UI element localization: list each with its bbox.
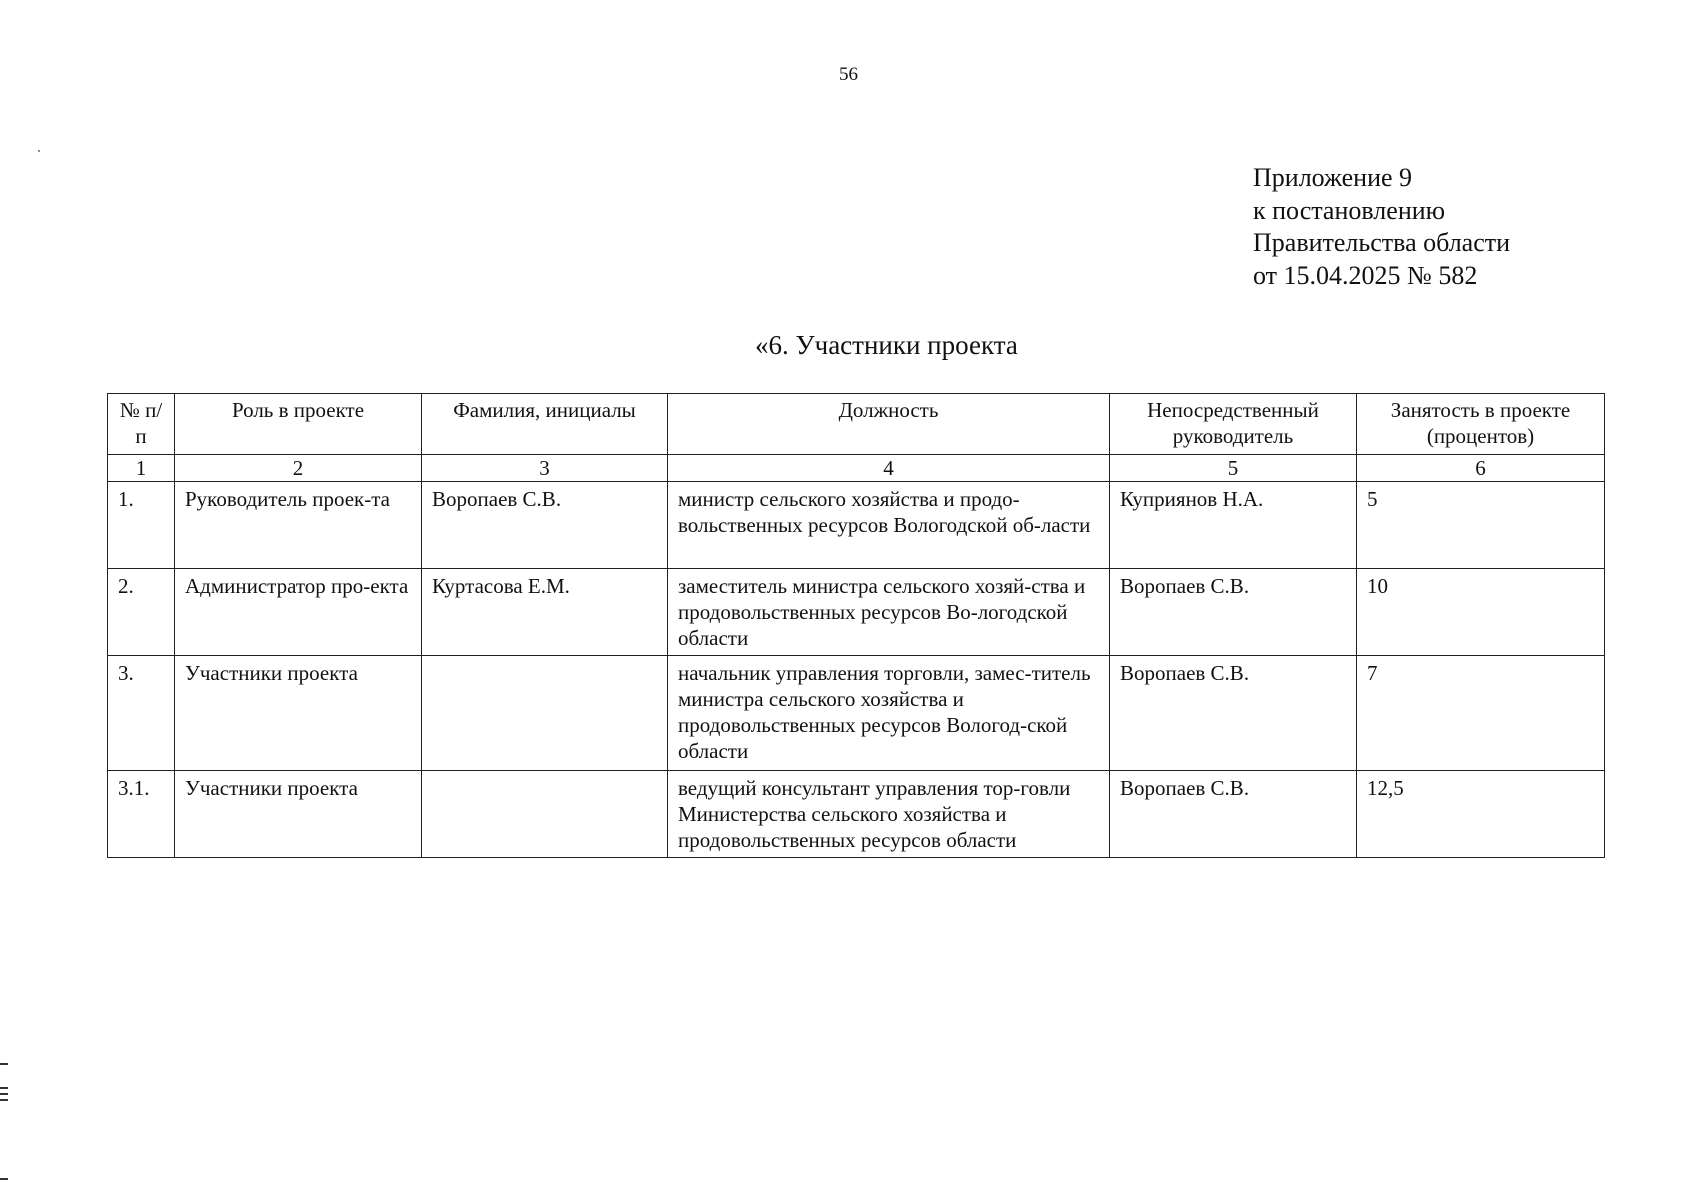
supervisor-cell: Воропаев С.В. xyxy=(1110,771,1357,858)
table-row xyxy=(108,569,1605,656)
employment-cell: 5 xyxy=(1357,482,1605,569)
position-cell: министр сельского хозяйства и продо-вольственных ресурсов Вологодской об-ласти xyxy=(668,482,1110,569)
role-cell: Руководитель проек-та xyxy=(175,482,422,569)
column-number-cell: 1 xyxy=(108,455,175,482)
appendix-block xyxy=(1253,162,1510,292)
position-cell: заместитель министра сельского хозяй-ства и продовольственных ресурсов Во-логодской области xyxy=(668,569,1110,656)
header-cell-role: Роль в проекте xyxy=(175,394,422,455)
scan-margin-mark xyxy=(0,1087,8,1089)
employment-cell: 7 xyxy=(1357,656,1605,771)
name-cell: Воропаев С.В. xyxy=(422,482,668,569)
scan-margin-mark xyxy=(0,1099,8,1101)
column-number-cell: 2 xyxy=(175,455,422,482)
employment-cell: 12,5 xyxy=(1357,771,1605,858)
scan-margin-mark xyxy=(0,1063,8,1065)
supervisor-cell: Воропаев С.В. xyxy=(1110,656,1357,771)
scan-speck xyxy=(38,150,40,152)
section-title: «6. Участники проекта xyxy=(755,330,1018,360)
table-row xyxy=(108,656,1605,771)
supervisor-cell: Куприянов Н.А. xyxy=(1110,482,1357,569)
role-cell: Администратор про-екта xyxy=(175,569,422,656)
page-number: 56 xyxy=(839,64,858,85)
header-cell-number: № п/п xyxy=(108,394,175,455)
column-number-cell: 6 xyxy=(1357,455,1605,482)
header-cell-position: Должность xyxy=(668,394,1110,455)
row-number-cell: 3. xyxy=(108,656,175,771)
appendix-line-1: Приложение 9 xyxy=(1253,163,1413,192)
appendix-line-4: от 15.04.2025 № 582 xyxy=(1253,260,1478,290)
position-cell: ведущий консультант управления тор-говли Министерства сельского хозяйства и продовольственных ресурсов области xyxy=(668,771,1110,858)
name-cell: Куртасова Е.М. xyxy=(422,569,668,656)
column-number-cell: 5 xyxy=(1110,455,1357,482)
table-row xyxy=(108,771,1605,858)
column-number-cell: 3 xyxy=(422,455,668,482)
row-number-cell: 1. xyxy=(108,482,175,569)
participants-table xyxy=(107,393,1605,858)
scan-margin-mark xyxy=(0,1093,8,1095)
column-number-row xyxy=(108,455,1605,482)
position-cell: начальник управления торговли, замес-титель министра сельского хозяйства и продовольственных ресурсов Вологод-ской области xyxy=(668,656,1110,771)
role-cell: Участники проекта xyxy=(175,771,422,858)
row-number-cell: 3.1. xyxy=(108,771,175,858)
header-cell-name: Фамилия, инициалы xyxy=(422,394,668,455)
column-number-cell: 4 xyxy=(668,455,1110,482)
header-cell-supervisor: Непосредственный руководитель xyxy=(1110,394,1357,455)
table-header-row xyxy=(108,394,1605,455)
supervisor-cell: Воропаев С.В. xyxy=(1110,569,1357,656)
role-cell: Участники проекта xyxy=(175,656,422,771)
name-cell xyxy=(422,656,668,771)
appendix-line-2: к постановлению xyxy=(1253,195,1446,225)
scan-margin-mark xyxy=(0,1178,8,1180)
row-number-cell: 2. xyxy=(108,569,175,656)
table-row xyxy=(108,482,1605,569)
employment-cell: 10 xyxy=(1357,569,1605,656)
header-cell-employment: Занятость в проекте (процентов) xyxy=(1357,394,1605,455)
appendix-line-3: Правительства области xyxy=(1253,228,1511,257)
name-cell xyxy=(422,771,668,858)
